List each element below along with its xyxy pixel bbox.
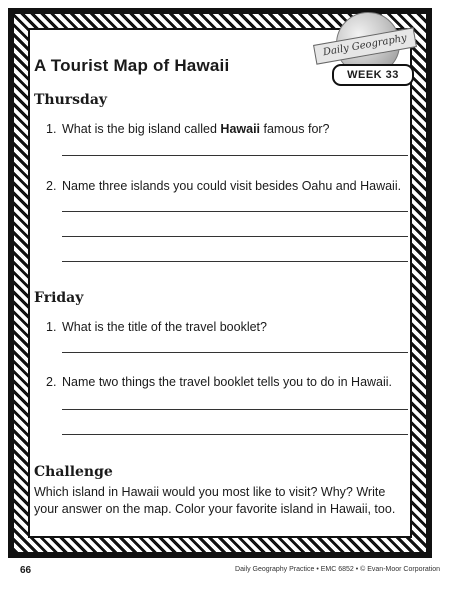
question-number: 1. [46, 122, 57, 136]
question-text-pre: What is the big island called [62, 122, 221, 136]
question-thursday-1 [46, 122, 330, 136]
banner-label: Daily Geography [313, 27, 417, 64]
page-title: A Tourist Map of Hawaii [34, 56, 230, 75]
question-friday-2 [46, 375, 392, 389]
section-heading-challenge: Challenge [34, 464, 113, 480]
question-thursday-2 [46, 179, 401, 193]
answer-line[interactable] [62, 155, 408, 156]
question-text: Name three islands you could visit besides Oahu and Hawaii. [62, 179, 402, 193]
week-badge [314, 12, 420, 90]
answer-line[interactable] [62, 211, 408, 212]
week-label: WEEK 33 [332, 64, 414, 86]
answer-line[interactable] [62, 409, 408, 410]
question-friday-1 [46, 320, 267, 334]
question-number: 2. [46, 179, 57, 193]
question-text: What is the title of the travel booklet? [62, 320, 267, 334]
question-number: 2. [46, 375, 57, 389]
question-text-bold: Hawaii [220, 122, 261, 136]
answer-line[interactable] [62, 236, 408, 237]
question-number: 1. [46, 320, 57, 334]
question-text: Name two things the travel booklet tells you to do in Hawaii. [62, 375, 393, 389]
section-heading-thursday: Thursday [34, 92, 108, 108]
footer-credit: Daily Geography Practice • EMC 6852 • © Evan-Moor Corporation [235, 566, 440, 573]
page-number: 66 [20, 565, 32, 576]
answer-line[interactable] [62, 352, 408, 353]
challenge-text: Which island in Hawaii would you most like to visit? Why? Write your answer on the map. Color your favorite island in Hawaii, too. [34, 485, 396, 516]
answer-line[interactable] [62, 434, 408, 435]
section-heading-friday: Friday [34, 290, 84, 306]
question-text-post: famous for? [260, 122, 330, 136]
answer-line[interactable] [62, 261, 408, 262]
